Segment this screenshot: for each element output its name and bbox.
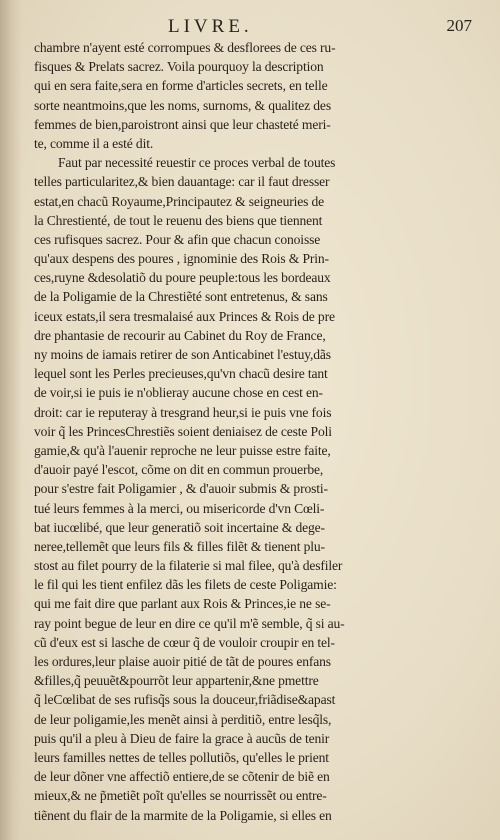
text-line: de leur poligamie,les menẽt ainsi à perditiõ, entre lesq̃ls, [34,711,332,727]
text-line: tué leurs femmes à la merci, ou misericorde d'vn Cœli- [34,500,325,516]
text-line: stost au filet pourry de la filaterie si mal filee, qu'à desfiler [34,558,343,574]
text-line: leurs familles nettes de telles pollutiõs, qu'elles le prient [34,749,329,765]
text-line: bat iucœlibé, que leur generatiõ soit incertaine & dege- [34,519,325,535]
text-line: qu'aux despens des poures , ignominie des Rois & Prin- [34,251,329,267]
page-number: 207 [446,16,472,35]
text-line: puis qu'il a pleu à Dieu de faire la grace à aucũs de tenir [34,730,330,746]
text-line: femmes de bien,paroistront ainsi que leur chasteté meri- [34,116,331,132]
text-line: estat,en chacũ Royaume,Principautez & seigneuries de [34,193,325,209]
text-line: mieux,& ne p̃metiẽt poĩt qu'elles se nourrissẽt ou entre- [34,788,327,804]
text-line: cũ d'eux est si lasche de cœur q̃ de vouloir croupir en tel- [34,634,335,650]
text-line: gamie,& qu'à l'auenir reproche ne leur puisse estre faite, [34,442,331,458]
running-head [0,10,500,40]
binding-gutter [0,0,22,840]
text-line: fisques & Prelats sacrez. Voila pourquoy la description [34,59,324,75]
text-line: ny moins de iamais retirer de son Anticabinet l'estuy,dãs [34,347,331,362]
text-line: ray point begue de leur en dire ce qu'il m'ẽ semble, q̃ si au- [34,615,345,631]
text-line: les ordures,leur plaise auoir pitié de tãt de poures enfans [34,654,331,669]
text-line: la Chrestienté, de tout le reuenu des biens que tiennent [34,212,323,228]
text-line: dre phantasie de recourir au Cabinet du Roy de France, [34,327,326,343]
text-line: voir q̃ les PrincesChrestiẽs soient deniaisez de ceste Poli [34,423,332,439]
text-line: qui me fait dire que parlant aux Rois & Princes,ie ne se- [34,596,331,612]
text-line: pour s'estre fait Poligamier , & d'auoir submis & prosti- [34,481,328,497]
text-line: qui en sera faite,sera en forme d'articles secrets, en telle [34,78,328,94]
text-line: ces,ruyne &desolatiõ du poure peuple:tous les bordeaux [34,270,331,286]
text-line: de leur dõner vne affectiõ entiere,de se cõtenir de biẽ en [34,769,330,785]
text-line: telles particularitez,& bien dauantage: car il faut dresser [34,174,330,190]
text-line: de la Poligamie de la Chrestiẽté sont entretenus, & sans [34,289,328,305]
text-line: Faut par necessité reuestir ce proces verbal de toutes [58,155,336,171]
text-line: tiẽnent du flair de la marmite de la Poligamie, si elles en [34,807,332,823]
text-line: q̃ leCœlibat de ses rufisq̃s sous la douceur,friãdise&apast [34,692,336,708]
body-text [34,38,474,825]
text-line: lequel sont les Perles precieuses,qu'vn chacũ desire tant [34,366,328,382]
text-line: iceux estats,il sera tresmalaisé aux Princes & Rois de pre [34,308,335,324]
text-line: le fil qui les tient enfilez dãs les filets de ceste Poligamie: [34,577,337,593]
text-line: droit: car ie reputeray à tresgrand heur,si ie puis vne fois [34,404,332,420]
text-line: de voir,si ie puis ie n'oblieray aucune chose en cest en- [34,385,323,401]
text-line: ces rufisques sacrez. Pour & afin que chacun conoisse [34,231,321,247]
text-line: te, comme il a esté dit. [34,135,154,151]
text-line: &filles,q̃ peuuẽt&pourrõt leur appartenir,&ne pmettre [34,673,319,689]
running-title: LIVRE. [168,16,253,37]
text-line: d'auoir payé l'escot, cõme on dit en commun prouerbe, [34,462,324,478]
text-line: neree,tellemẽt que leurs fils & filles filẽt & tienent plu- [34,538,325,554]
text-line: chambre n'ayent esté corrompues & desflorees de ces ru- [34,40,336,55]
text-line: sorte neantmoins,que les noms, surnoms, & qualitez des [34,97,331,113]
